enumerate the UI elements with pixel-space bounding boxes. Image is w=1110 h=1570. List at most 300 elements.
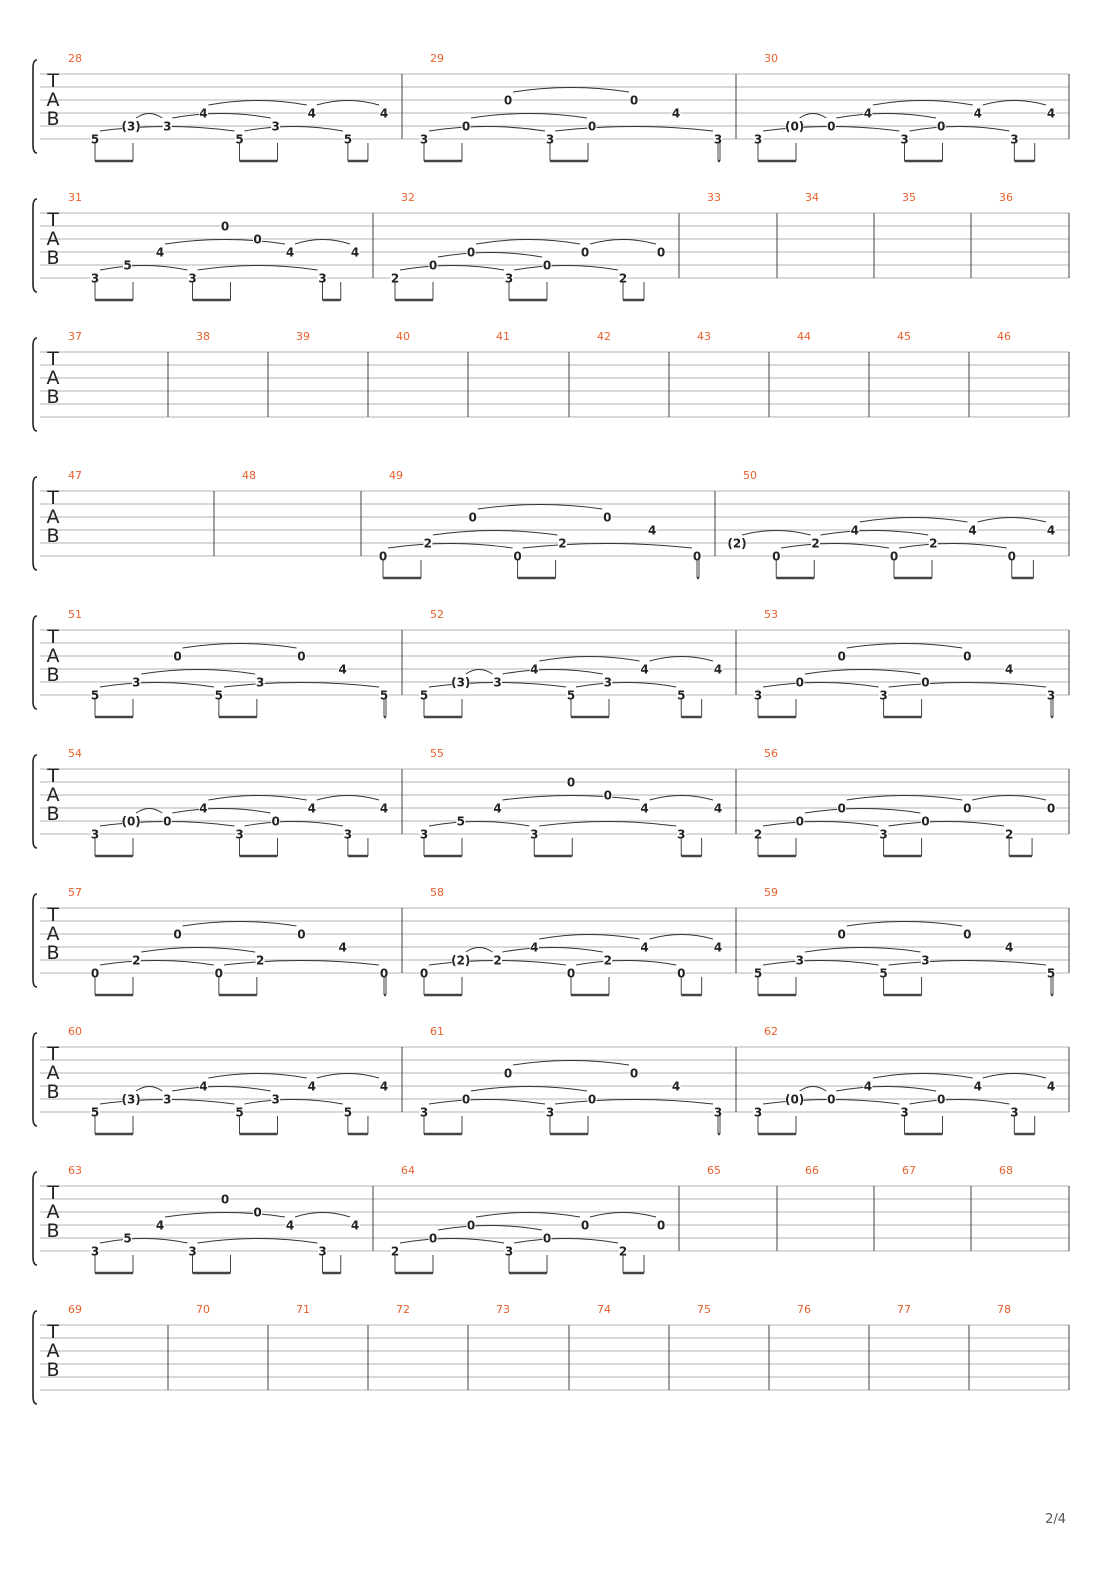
fret-number: 3 <box>318 1244 327 1259</box>
measure-number: 78 <box>997 1303 1011 1316</box>
measure-number: 54 <box>68 747 82 760</box>
fret-number: 3 <box>603 675 612 690</box>
fret-number: (3) <box>451 675 471 690</box>
fret-number: 3 <box>235 827 244 842</box>
tie-arc <box>136 809 162 814</box>
measure <box>754 52 1056 161</box>
measure <box>902 191 916 204</box>
tab-clef-letter: B <box>46 525 60 547</box>
measure <box>420 886 723 995</box>
fret-number: 0 <box>220 1192 230 1207</box>
fret-number: 3 <box>271 119 280 134</box>
fret-number: 0 <box>173 649 182 664</box>
fret-number: 5 <box>566 688 576 703</box>
tie-arc <box>539 935 639 940</box>
tie-arc <box>429 1100 545 1105</box>
fret-number: 0 <box>214 966 224 981</box>
measure-number: 35 <box>902 191 916 204</box>
fret-number: 3 <box>753 132 763 147</box>
tab-clef-letter: T <box>47 348 59 370</box>
fret-number: 0 <box>466 245 476 260</box>
fret-number: 4 <box>199 106 208 121</box>
fret-number: 2 <box>390 1244 400 1259</box>
tie-arc <box>805 948 921 953</box>
fret-number: 2 <box>603 953 612 968</box>
tie-arc <box>198 266 318 271</box>
system-bracket <box>33 616 37 709</box>
fret-number: 4 <box>530 940 539 955</box>
measure <box>396 1303 410 1316</box>
fret-number: 4 <box>713 940 723 955</box>
measure-number: 58 <box>430 886 444 899</box>
fret-number: 3 <box>163 119 172 134</box>
fret-number: 4 <box>850 523 859 538</box>
measure-number: 56 <box>764 747 778 760</box>
fret-number: 4 <box>285 1218 295 1233</box>
tie-arc <box>805 809 921 814</box>
fret-number: 3 <box>504 1244 514 1259</box>
measure-number: 33 <box>707 191 721 204</box>
fret-number: 3 <box>713 1105 723 1120</box>
tie-arc <box>555 1100 713 1105</box>
tab-clef-letter: A <box>46 1340 60 1362</box>
measure <box>68 191 360 300</box>
tie-arc <box>539 657 639 662</box>
tie-arc <box>873 1074 973 1079</box>
tie-arc <box>476 240 580 245</box>
tab-clef-letter: T <box>47 70 59 92</box>
tie-arc <box>555 127 713 132</box>
measure <box>754 886 1056 995</box>
tie-arc <box>466 670 493 675</box>
measure <box>697 1303 711 1316</box>
tie-arc <box>198 1239 318 1244</box>
fret-number: 3 <box>1046 688 1056 703</box>
tie-arc <box>899 544 1007 549</box>
tie-arc <box>576 961 676 966</box>
fret-number: 0 <box>603 510 612 525</box>
tie-arc <box>172 1087 270 1092</box>
measure <box>68 1303 82 1316</box>
measure <box>68 330 82 343</box>
fret-number: 0 <box>921 675 930 690</box>
measure-number: 71 <box>296 1303 310 1316</box>
tie-arc <box>514 266 618 271</box>
fret-number: 3 <box>545 132 555 147</box>
fret-number: 4 <box>379 106 389 121</box>
tie-arc <box>224 961 379 966</box>
tie-arc <box>503 948 603 953</box>
tie-arc <box>800 1087 827 1092</box>
fret-number: 0 <box>297 927 306 942</box>
tie-arc <box>836 114 936 119</box>
measure-number: 45 <box>897 330 911 343</box>
fret-number: 5 <box>214 688 224 703</box>
fret-number: 3 <box>753 688 763 703</box>
fret-number: 2 <box>493 953 502 968</box>
tie-arc <box>503 670 603 675</box>
tie-arc <box>466 948 493 953</box>
fret-number: 3 <box>879 688 888 703</box>
tie-arc <box>650 796 714 801</box>
tie-arc <box>478 505 603 510</box>
fret-number: 0 <box>692 549 702 564</box>
fret-number: 4 <box>647 523 657 538</box>
fret-number: 5 <box>235 1105 244 1120</box>
measure-number: 69 <box>68 1303 82 1316</box>
measure-number: 55 <box>430 747 444 760</box>
fret-number: 0 <box>603 788 612 803</box>
tie-arc <box>165 1213 285 1218</box>
fret-number: 4 <box>713 662 723 677</box>
tie-arc <box>429 822 529 827</box>
tie-arc <box>650 657 714 662</box>
fret-number: (0) <box>784 1092 805 1107</box>
measure <box>68 469 82 482</box>
tie-arc <box>576 683 676 688</box>
fret-number: 4 <box>640 662 649 677</box>
fret-number: 0 <box>503 1066 513 1081</box>
fret-number: 4 <box>973 1079 982 1094</box>
tab-clef-letter: T <box>47 904 59 926</box>
measure <box>68 1164 360 1273</box>
tie-arc <box>847 922 963 927</box>
fret-number: 5 <box>677 688 686 703</box>
fret-number: 5 <box>379 688 389 703</box>
tie-arc <box>433 531 558 536</box>
fret-number: 3 <box>713 132 723 147</box>
fret-number: 3 <box>343 827 353 842</box>
tie-arc <box>172 114 270 119</box>
measure <box>420 747 723 856</box>
tie-arc <box>763 961 879 966</box>
tab-clef-letter: T <box>47 487 59 509</box>
tie-arc <box>317 101 379 106</box>
tie-arc <box>208 101 306 106</box>
fret-number: 0 <box>297 649 306 664</box>
tie-arc <box>847 796 963 801</box>
measure-number: 38 <box>196 330 210 343</box>
fret-number: 2 <box>618 1244 628 1259</box>
tab-system <box>33 330 1069 431</box>
measure <box>68 52 389 161</box>
measure-number: 30 <box>764 52 778 65</box>
fret-number: 0 <box>837 801 846 816</box>
fret-number: 3 <box>419 132 429 147</box>
fret-number: 3 <box>677 827 686 842</box>
fret-number: 4 <box>973 106 982 121</box>
system-bracket <box>33 338 37 431</box>
fret-number: 5 <box>456 814 465 829</box>
tie-arc <box>910 1100 1010 1105</box>
tie-arc <box>836 1087 936 1092</box>
tab-clef-letter: B <box>46 803 60 825</box>
measure <box>597 330 611 343</box>
tie-arc <box>800 114 827 119</box>
measure-number: 60 <box>68 1025 82 1038</box>
fret-number: 0 <box>271 814 280 829</box>
system-bracket <box>33 1033 37 1126</box>
fret-number: 4 <box>379 1079 389 1094</box>
fret-number: 0 <box>795 814 805 829</box>
measure-number: 53 <box>764 608 778 621</box>
measure <box>697 330 711 343</box>
measure-number: 59 <box>764 886 778 899</box>
measure <box>496 330 510 343</box>
measure <box>196 330 210 343</box>
fret-number: 0 <box>587 1092 597 1107</box>
fret-number: 4 <box>307 801 316 816</box>
fret-number: 4 <box>307 1079 316 1094</box>
tie-arc <box>983 101 1046 106</box>
fret-number: 3 <box>163 1092 172 1107</box>
fret-number: 0 <box>503 93 513 108</box>
fret-number: 5 <box>90 1105 100 1120</box>
system-bracket <box>33 755 37 848</box>
fret-number: 4 <box>863 1079 873 1094</box>
measure-number: 44 <box>797 330 811 343</box>
fret-number: 2 <box>423 536 433 551</box>
measure <box>68 886 389 995</box>
tie-arc <box>224 683 379 688</box>
system-bracket <box>33 1311 37 1404</box>
fret-number: 4 <box>350 245 360 260</box>
tab-clef-letter: A <box>46 506 60 528</box>
tie-arc <box>100 266 188 271</box>
tab-clef-letter: B <box>46 386 60 408</box>
measure-number: 51 <box>68 608 82 621</box>
measure <box>897 1303 911 1316</box>
fret-number: 0 <box>795 675 805 690</box>
fret-number: 0 <box>629 93 639 108</box>
measure-number: 48 <box>242 469 256 482</box>
fret-number: 0 <box>629 1066 639 1081</box>
fret-number: 0 <box>253 232 262 247</box>
fret-number: 0 <box>656 1218 666 1233</box>
fret-number: (0) <box>121 814 141 829</box>
system-bracket <box>33 894 37 987</box>
measure <box>805 1164 819 1177</box>
tie-arc <box>742 531 811 536</box>
tie-arc <box>650 935 714 940</box>
tie-arc <box>136 1087 162 1092</box>
tie-arc <box>183 644 297 649</box>
fret-number: 0 <box>428 258 438 273</box>
fret-number: 4 <box>1004 662 1014 677</box>
fret-number: 5 <box>1046 966 1056 981</box>
fret-number: 2 <box>811 536 820 551</box>
fret-number: 4 <box>350 1218 360 1233</box>
fret-number: 2 <box>255 953 265 968</box>
fret-number: (3) <box>121 1092 141 1107</box>
measure <box>296 330 310 343</box>
measure-number: 64 <box>401 1164 415 1177</box>
measure-number: 50 <box>743 469 757 482</box>
tie-arc <box>889 961 1046 966</box>
fret-number: 3 <box>530 827 539 842</box>
fret-number: 3 <box>419 827 429 842</box>
measure <box>897 330 911 343</box>
fret-number: 3 <box>255 675 265 690</box>
fret-number: 0 <box>580 245 590 260</box>
tab-clef-letter: A <box>46 923 60 945</box>
tie-arc <box>860 518 968 523</box>
fret-number: (3) <box>121 119 141 134</box>
fret-number: 0 <box>566 966 576 981</box>
tie-arc <box>476 1213 580 1218</box>
fret-number: (2) <box>451 953 471 968</box>
fret-number: 0 <box>587 119 597 134</box>
fret-number: 2 <box>753 827 763 842</box>
measure <box>379 469 702 578</box>
tab-clef-letter: T <box>47 626 59 648</box>
fret-number: 4 <box>1004 940 1014 955</box>
measure-number: 47 <box>68 469 82 482</box>
fret-number: 0 <box>580 1218 590 1233</box>
tie-arc <box>978 518 1047 523</box>
measure-number: 72 <box>396 1303 410 1316</box>
tie-arc <box>513 88 629 93</box>
tab-clef-letter: T <box>47 1321 59 1343</box>
measure-number: 37 <box>68 330 82 343</box>
fret-number: 0 <box>378 549 388 564</box>
fret-number: 5 <box>343 132 353 147</box>
fret-number: 0 <box>772 549 781 564</box>
tie-arc <box>100 683 214 688</box>
tie-arc <box>295 240 350 245</box>
tie-arc <box>141 670 255 675</box>
measure <box>754 747 1056 856</box>
fret-number: 0 <box>1007 549 1016 564</box>
measure-number: 29 <box>430 52 444 65</box>
tab-system <box>33 469 1069 578</box>
fret-number: 3 <box>271 1092 280 1107</box>
fret-number: 3 <box>188 1244 197 1259</box>
fret-number: 4 <box>1046 1079 1056 1094</box>
fret-number: 4 <box>1046 106 1056 121</box>
tie-arc <box>245 1100 343 1105</box>
fret-number: 2 <box>929 536 938 551</box>
fret-number: 3 <box>504 271 514 286</box>
measure <box>707 1164 721 1177</box>
tab-clef-letter: A <box>46 784 60 806</box>
measure-number: 74 <box>597 1303 611 1316</box>
measure <box>296 1303 310 1316</box>
fret-number: 4 <box>968 523 977 538</box>
measure-number: 46 <box>997 330 1011 343</box>
tab-system <box>33 608 1069 717</box>
measure-number: 76 <box>797 1303 811 1316</box>
fret-number: 5 <box>123 258 132 273</box>
fret-number: 0 <box>963 927 972 942</box>
fret-number: 0 <box>566 775 576 790</box>
tab-clef-letter: T <box>47 765 59 787</box>
tie-arc <box>100 961 214 966</box>
fret-number: 0 <box>90 966 100 981</box>
tab-clef-letter: T <box>47 209 59 231</box>
tie-arc <box>523 544 692 549</box>
page-number: 2/4 <box>1045 1512 1066 1527</box>
tie-arc <box>805 670 921 675</box>
measure <box>68 1025 389 1134</box>
fret-number: 4 <box>863 106 873 121</box>
tab-system <box>33 886 1069 995</box>
measure-number: 63 <box>68 1164 82 1177</box>
tie-arc <box>141 948 255 953</box>
measure-number: 61 <box>430 1025 444 1038</box>
measure <box>707 191 721 204</box>
tab-clef-letter: T <box>47 1182 59 1204</box>
measure-number: 41 <box>496 330 510 343</box>
measure-number: 43 <box>697 330 711 343</box>
measure-number: 62 <box>764 1025 778 1038</box>
fret-number: 0 <box>468 510 477 525</box>
fret-number: 0 <box>542 258 552 273</box>
measure <box>727 469 1055 578</box>
fret-number: 3 <box>921 953 930 968</box>
measure-number: 57 <box>68 886 82 899</box>
fret-number: 0 <box>173 927 182 942</box>
tab-system <box>33 1303 1069 1404</box>
tie-arc <box>208 1074 306 1079</box>
measure-number: 49 <box>389 469 403 482</box>
fret-number: 4 <box>338 940 347 955</box>
tab-system <box>33 747 1069 856</box>
fret-number: (0) <box>784 119 805 134</box>
tie-arc <box>438 1226 542 1231</box>
tie-arc <box>590 240 656 245</box>
system-bracket <box>33 60 37 153</box>
fret-number: 5 <box>753 966 763 981</box>
fret-number: 0 <box>1046 801 1056 816</box>
tie-arc <box>763 683 879 688</box>
fret-number: 3 <box>900 1105 909 1120</box>
tab-system <box>33 1025 1069 1134</box>
measure-number: 31 <box>68 191 82 204</box>
fret-number: 0 <box>889 549 899 564</box>
measure <box>754 608 1056 717</box>
fret-number: 4 <box>1046 523 1056 538</box>
tie-arc <box>388 544 513 549</box>
fret-number: 4 <box>671 1079 681 1094</box>
tie-arc <box>100 1239 188 1244</box>
measure <box>242 469 256 482</box>
fret-number: 3 <box>493 675 502 690</box>
tie-arc <box>503 796 640 801</box>
fret-number: 3 <box>545 1105 555 1120</box>
measure-number: 36 <box>999 191 1013 204</box>
system-bracket <box>33 1172 37 1265</box>
measure <box>797 330 811 343</box>
tab-system <box>33 52 1069 161</box>
measure-number: 52 <box>430 608 444 621</box>
fret-number: 0 <box>677 966 686 981</box>
tie-arc <box>172 809 270 814</box>
fret-number: 4 <box>530 662 539 677</box>
measure <box>496 1303 510 1316</box>
measure <box>999 191 1013 204</box>
tie-arc <box>983 1074 1046 1079</box>
tab-clef-letter: T <box>47 1043 59 1065</box>
fret-number: 4 <box>640 801 649 816</box>
fret-number: 4 <box>713 801 723 816</box>
tie-arc <box>136 114 162 119</box>
measure-number: 77 <box>897 1303 911 1316</box>
measure <box>754 1025 1056 1134</box>
tie-arc <box>514 1239 618 1244</box>
tie-arc <box>400 266 504 271</box>
measure-number: 40 <box>396 330 410 343</box>
